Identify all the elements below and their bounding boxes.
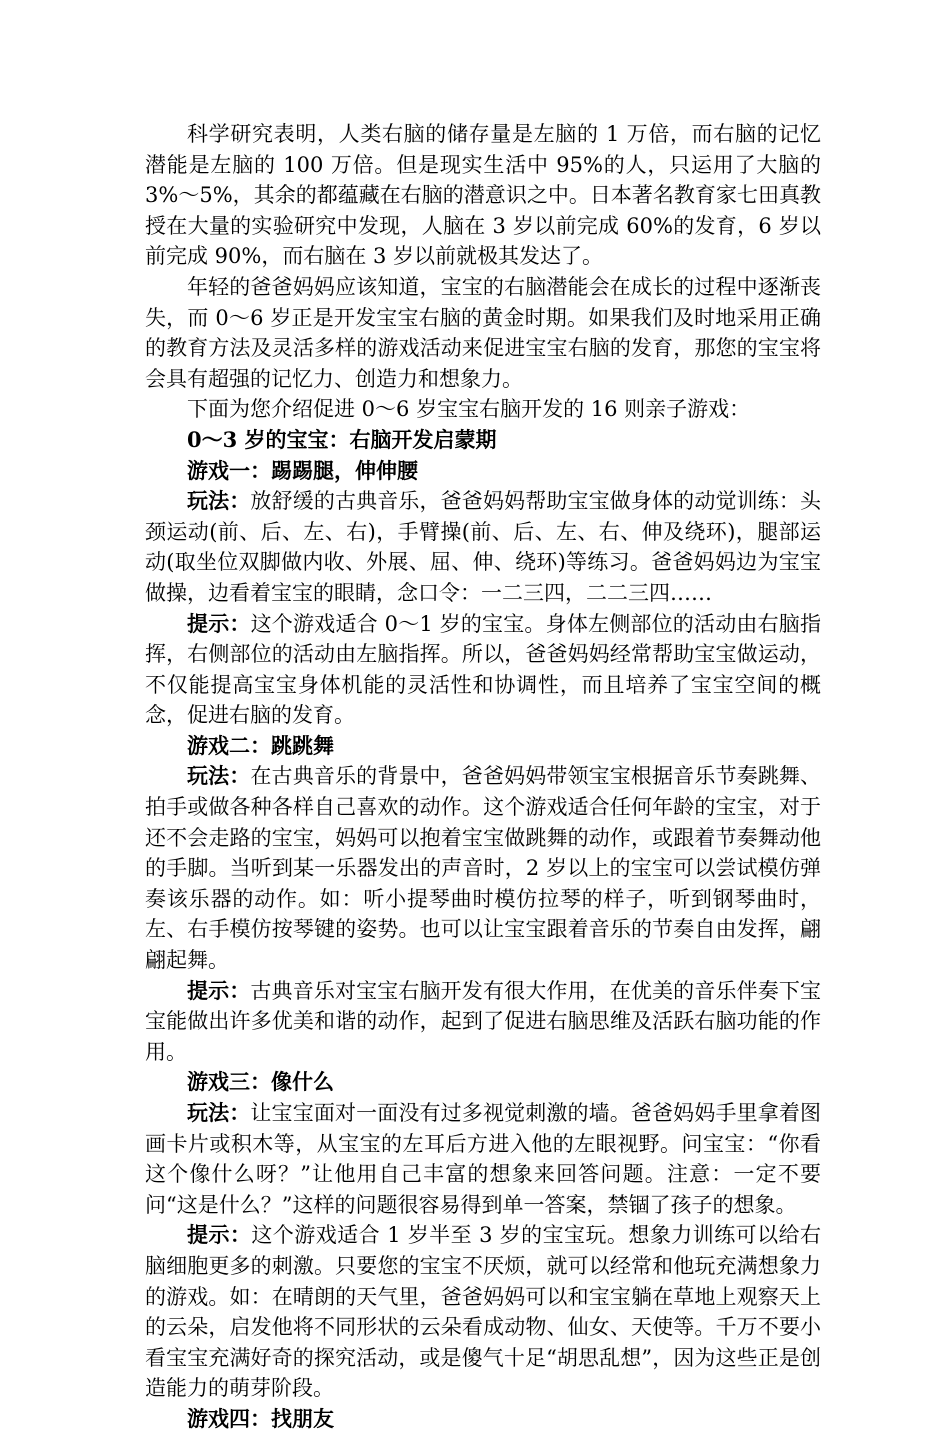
section-heading: 0～3 岁的宝宝：右脑开发启蒙期 (187, 426, 497, 452)
game-1-play (145, 486, 821, 608)
game-2-play-text: 在古典音乐的背景中，爸爸妈妈带领宝宝根据音乐节奏跳舞、拍手或做各种各样自己喜欢的动作。这个游戏适合任何年龄的宝宝，对于还不会走路的宝宝，妈妈可以抱着宝宝做跳舞的动作，或跟着节奏舞动他的手脚。当听到某一乐器发出的声音时，2 岁以上的宝宝可以尝试模仿弹奏该乐器的动作。如：听小提琴曲时模仿拉琴的样子，听到钢琴曲时，左、右手模仿按琴键的姿势。也可以让宝宝跟着音乐的节奏自由发挥，翩翩起舞。 (145, 764, 822, 973)
intro-paragraph-1: 科学研究表明，人类右脑的储存量是左脑的 1 万倍，而右脑的记忆潜能是左脑的 100 万倍。但是现实生活中 95%的人，只运用了大脑的 3%～5%，其余的都蕴藏在右脑的潜意识之中。日本著名教育家七田真教授在大量的实验研究中发现，人脑在 3 岁以前完成 60%的发育，6 岁以前完成 90%，而右脑在 3 岁以前就极其发达了。 (145, 122, 821, 269)
game-2-tip (145, 976, 821, 1068)
game-2-tip-text: 古典音乐对宝宝右脑开发有很大作用，在优美的音乐伴奏下宝宝能做出许多优美和谐的动作，起到了促进右脑思维及活跃右脑功能的作用。 (145, 978, 822, 1064)
game-4-title: 游戏四：找朋友 (187, 1405, 334, 1431)
tip-label: 提示： (187, 1222, 252, 1248)
play-label: 玩法： (187, 763, 251, 789)
game-1-title: 游戏一：踢踢腿，伸伸腰 (187, 457, 418, 483)
play-label: 玩法： (187, 488, 251, 514)
game-1-tip-text: 这个游戏适合 0～1 岁的宝宝。身体左侧部位的活动由右脑指挥，右侧部位的活动由左脑指挥。所以，爸爸妈妈经常帮助宝宝做运动，不仅能提高宝宝身体机能的灵活性和协调性，而且培养了宝宝空间的概念，促进右脑的发育。 (145, 611, 821, 728)
game-3-tip-text: 这个游戏适合 1 岁半至 3 岁的宝宝玩。想象力训练可以给右脑细胞更多的刺激。只要您的宝宝不厌烦，就可以经常和他玩充满想象力的游戏。如：在晴朗的天气里，爸爸妈妈可以和宝宝躺在草地上观察天上的云朵，启发他将不同形状的云朵看成动物、仙女、天使等。千万不要小看宝宝充满好奇的探究活动，或是傻气十足“胡思乱想”，因为这些正是创造能力的萌芽阶段。 (145, 1223, 822, 1401)
game-2-play (145, 761, 821, 975)
game-1-play-text: 放舒缓的古典音乐，爸爸妈妈帮助宝宝做身体的动觉训练：头颈运动(前、后、左、右)，手臂操(前、后、左、右、伸及绕环)，腿部运动(取坐位双脚做内收、外展、屈、伸、绕环)等练习。爸爸妈妈边为宝宝做操，边看着宝宝的眼睛，念口令：一二三四，二二三四…… (145, 489, 822, 605)
game-3-title: 游戏三：像什么 (187, 1069, 334, 1095)
play-label: 玩法： (187, 1100, 251, 1125)
game-2-title: 游戏二：跳跳舞 (187, 732, 334, 758)
game-1-tip (145, 609, 821, 731)
game-3-play (145, 1098, 821, 1220)
intro-paragraph-3: 下面为您介绍促进 0～6 岁宝宝右脑开发的 16 则亲子游戏： (187, 397, 751, 422)
tip-label: 提示： (187, 610, 251, 636)
game-3-play-text: 让宝宝面对一面没有过多视觉刺激的墙。爸爸妈妈手里拿着图画卡片或积木等，从宝宝的左耳后方进入他的左眼视野。问宝宝：“你看这个像什么呀？”让他用自己丰富的想象来回答问题。注意：一定不要问“这是什么？”这样的问题很容易得到单一答案，禁锢了孩子的想象。 (145, 1101, 822, 1217)
document-page (145, 119, 821, 1435)
game-3-tip (145, 1220, 821, 1404)
tip-label: 提示： (187, 977, 251, 1003)
intro-paragraph-2: 年轻的爸爸妈妈应该知道，宝宝的右脑潜能会在成长的过程中逐渐丧失，而 0～6 岁正是开发宝宝右脑的黄金时期。如果我们及时地采用正确的教育方法及灵活多样的游戏活动来促进宝宝右脑的发育，那您的宝宝将会具有超强的记忆力、创造力和想象力。 (145, 274, 821, 391)
